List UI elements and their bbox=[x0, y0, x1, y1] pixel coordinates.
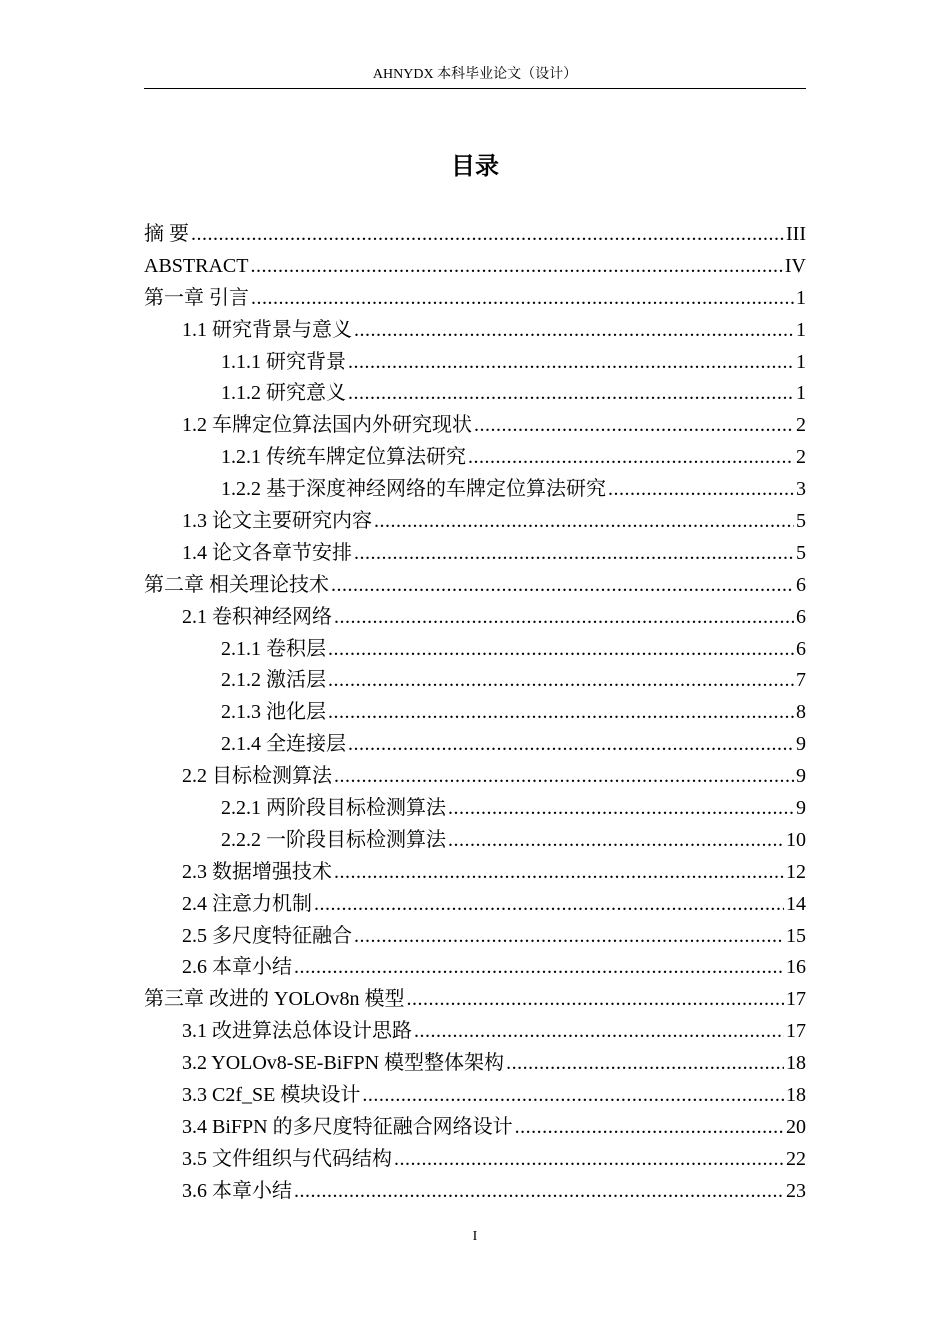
toc-entry-title: 摘 要 bbox=[144, 223, 189, 245]
toc-entry[interactable] bbox=[144, 602, 806, 634]
toc-entry-page: 1 bbox=[796, 350, 806, 373]
toc-entry[interactable] bbox=[144, 538, 806, 570]
toc-entry[interactable] bbox=[144, 665, 806, 697]
toc-entry[interactable] bbox=[144, 251, 806, 283]
dot-leader bbox=[348, 378, 794, 410]
toc-entry[interactable] bbox=[144, 921, 806, 953]
dot-leader bbox=[362, 1080, 784, 1112]
toc-entry-page: 20 bbox=[786, 1115, 806, 1138]
toc-entry[interactable] bbox=[144, 697, 806, 729]
dot-leader bbox=[608, 474, 794, 506]
dot-leader bbox=[250, 251, 782, 283]
dot-leader bbox=[334, 761, 794, 793]
toc-entry-title: 2.1.1 卷积层 bbox=[221, 637, 326, 660]
dot-leader bbox=[448, 825, 784, 857]
dot-leader bbox=[328, 665, 794, 697]
toc-entry[interactable] bbox=[144, 410, 806, 442]
toc-entry-title: 3.2 YOLOv8-SE-BiFPN 模型整体架构 bbox=[182, 1052, 505, 1075]
toc-entry-page: 1 bbox=[796, 318, 806, 341]
dot-leader bbox=[414, 1016, 784, 1048]
dot-leader bbox=[314, 889, 784, 921]
toc-entry-title: 3.1 改进算法总体设计思路 bbox=[182, 1020, 412, 1043]
dot-leader bbox=[334, 602, 794, 634]
toc-entry-title: 1.1.1 研究背景 bbox=[221, 350, 346, 373]
toc-entry[interactable] bbox=[144, 952, 806, 984]
toc-entry[interactable] bbox=[144, 506, 806, 538]
toc-entry[interactable] bbox=[144, 570, 806, 602]
toc-entry-page: III bbox=[786, 223, 806, 245]
toc-entry[interactable] bbox=[144, 1144, 806, 1176]
toc-entry-page: 18 bbox=[786, 1084, 806, 1107]
toc-entry[interactable] bbox=[144, 1080, 806, 1112]
toc-entry-page: 23 bbox=[786, 1179, 806, 1202]
toc-entry-page: 1 bbox=[796, 382, 806, 405]
toc-entry-title: 1.4 论文各章节安排 bbox=[182, 541, 352, 564]
toc-entry-title: 1.2.2 基于深度神经网络的车牌定位算法研究 bbox=[221, 478, 606, 501]
toc-entry-page: 7 bbox=[796, 669, 806, 692]
toc-entry-page: 6 bbox=[796, 637, 806, 660]
toc-entry[interactable] bbox=[144, 283, 806, 315]
dot-leader bbox=[191, 219, 784, 251]
toc-entry-title: 2.5 多尺度特征融合 bbox=[182, 924, 352, 947]
dot-leader bbox=[506, 1048, 784, 1080]
toc-entry-page: 9 bbox=[796, 733, 806, 756]
toc-entry-page: 5 bbox=[796, 510, 806, 533]
toc-entry[interactable] bbox=[144, 1048, 806, 1080]
toc-entry-page: 9 bbox=[796, 797, 806, 820]
toc-entry-page: 2 bbox=[796, 446, 806, 469]
dot-leader bbox=[348, 347, 794, 379]
dot-leader bbox=[474, 410, 794, 442]
toc-entry-page: 17 bbox=[786, 988, 806, 1011]
toc-entry-title: 第三章 改进的 YOLOv8n 模型 bbox=[144, 988, 405, 1011]
header-rule bbox=[144, 88, 806, 89]
toc-entry-title: 2.2.2 一阶段目标检测算法 bbox=[221, 828, 446, 851]
dot-leader bbox=[468, 442, 794, 474]
toc-entry-page: 22 bbox=[786, 1147, 806, 1170]
toc-entry-title: 2.4 注意力机制 bbox=[182, 892, 312, 915]
page-header: AHNYDX 本科毕业论文（设计） bbox=[372, 67, 578, 82]
dot-leader bbox=[331, 570, 794, 602]
toc-entry[interactable] bbox=[144, 634, 806, 666]
page-number: I bbox=[472, 1229, 478, 1244]
toc-entry-title: 2.2 目标检测算法 bbox=[182, 765, 332, 788]
dot-leader bbox=[328, 697, 794, 729]
toc-entry[interactable] bbox=[144, 857, 806, 889]
toc-entry[interactable] bbox=[144, 315, 806, 347]
toc-entry-page: 6 bbox=[796, 573, 806, 596]
toc-entry-title: 2.1 卷积神经网络 bbox=[182, 605, 332, 628]
toc-entry[interactable] bbox=[144, 889, 806, 921]
toc-entry-title: 2.1.4 全连接层 bbox=[221, 733, 346, 756]
toc-entry[interactable] bbox=[144, 347, 806, 379]
toc-entry-page: 2 bbox=[796, 414, 806, 437]
toc-entry[interactable] bbox=[144, 219, 806, 251]
toc-entry-page: 1 bbox=[796, 286, 806, 309]
dot-leader bbox=[354, 315, 794, 347]
toc-entry-page: 14 bbox=[786, 892, 806, 915]
toc-entry-title: 1.2 车牌定位算法国内外研究现状 bbox=[182, 414, 472, 437]
toc-title: 目录 bbox=[451, 152, 499, 180]
toc-entry-page: 10 bbox=[786, 828, 806, 851]
dot-leader bbox=[294, 1176, 784, 1208]
toc-entry-page: 6 bbox=[796, 605, 806, 628]
toc-entry-title: 2.1.3 池化层 bbox=[221, 701, 326, 724]
toc-entry-title: 1.2.1 传统车牌定位算法研究 bbox=[221, 446, 466, 469]
dot-leader bbox=[354, 921, 784, 953]
toc-entry-title: 2.6 本章小结 bbox=[182, 956, 292, 979]
toc-entry-page: 16 bbox=[786, 956, 806, 979]
toc-entry-page: 9 bbox=[796, 765, 806, 788]
toc-entry[interactable] bbox=[144, 474, 806, 506]
toc-entry-page: IV bbox=[784, 254, 806, 277]
toc-entry-title: 1.1 研究背景与意义 bbox=[182, 318, 352, 341]
dot-leader bbox=[251, 283, 794, 315]
toc-entry-title: 2.1.2 激活层 bbox=[221, 669, 326, 692]
toc-entry-page: 17 bbox=[786, 1020, 806, 1043]
toc-entry[interactable] bbox=[144, 761, 806, 793]
dot-leader bbox=[515, 1112, 784, 1144]
toc-entry-page: 12 bbox=[786, 860, 806, 883]
toc-entry-title: 3.4 BiFPN 的多尺度特征融合网络设计 bbox=[182, 1115, 513, 1138]
toc-entry[interactable] bbox=[144, 793, 806, 825]
toc-entry-title: 3.3 C2f_SE 模块设计 bbox=[182, 1084, 361, 1107]
toc-entry-title: 第一章 引言 bbox=[144, 286, 249, 309]
toc-list bbox=[144, 219, 806, 1208]
toc-entry-title: ABSTRACT bbox=[144, 254, 249, 277]
dot-leader bbox=[328, 634, 794, 666]
toc-entry-title: 2.3 数据增强技术 bbox=[182, 860, 332, 883]
toc-entry-page: 8 bbox=[796, 701, 806, 724]
toc-entry-page: 15 bbox=[786, 924, 806, 947]
dot-leader bbox=[294, 952, 784, 984]
toc-entry[interactable] bbox=[144, 1016, 806, 1048]
dot-leader bbox=[448, 793, 794, 825]
toc-entry-title: 1.1.2 研究意义 bbox=[221, 382, 346, 405]
toc-entry-title: 1.3 论文主要研究内容 bbox=[182, 510, 372, 533]
dot-leader bbox=[348, 729, 794, 761]
toc-entry-title: 第二章 相关理论技术 bbox=[144, 573, 329, 596]
toc-entry-page: 5 bbox=[796, 541, 806, 564]
dot-leader bbox=[354, 538, 794, 570]
toc-entry-page: 18 bbox=[786, 1052, 806, 1075]
toc-entry[interactable] bbox=[144, 378, 806, 410]
toc-entry-title: 3.5 文件组织与代码结构 bbox=[182, 1147, 392, 1170]
toc-entry[interactable] bbox=[144, 729, 806, 761]
toc-entry-title: 2.2.1 两阶段目标检测算法 bbox=[221, 797, 446, 820]
toc-entry[interactable] bbox=[144, 1176, 806, 1208]
toc-entry-title: 3.6 本章小结 bbox=[182, 1179, 292, 1202]
dot-leader bbox=[334, 857, 784, 889]
dot-leader bbox=[394, 1144, 784, 1176]
toc-entry-page: 3 bbox=[796, 478, 806, 501]
toc-entry[interactable] bbox=[144, 825, 806, 857]
dot-leader bbox=[407, 984, 784, 1016]
toc-entry[interactable] bbox=[144, 1112, 806, 1144]
toc-entry[interactable] bbox=[144, 442, 806, 474]
toc-entry[interactable] bbox=[144, 984, 806, 1016]
dot-leader bbox=[374, 506, 794, 538]
